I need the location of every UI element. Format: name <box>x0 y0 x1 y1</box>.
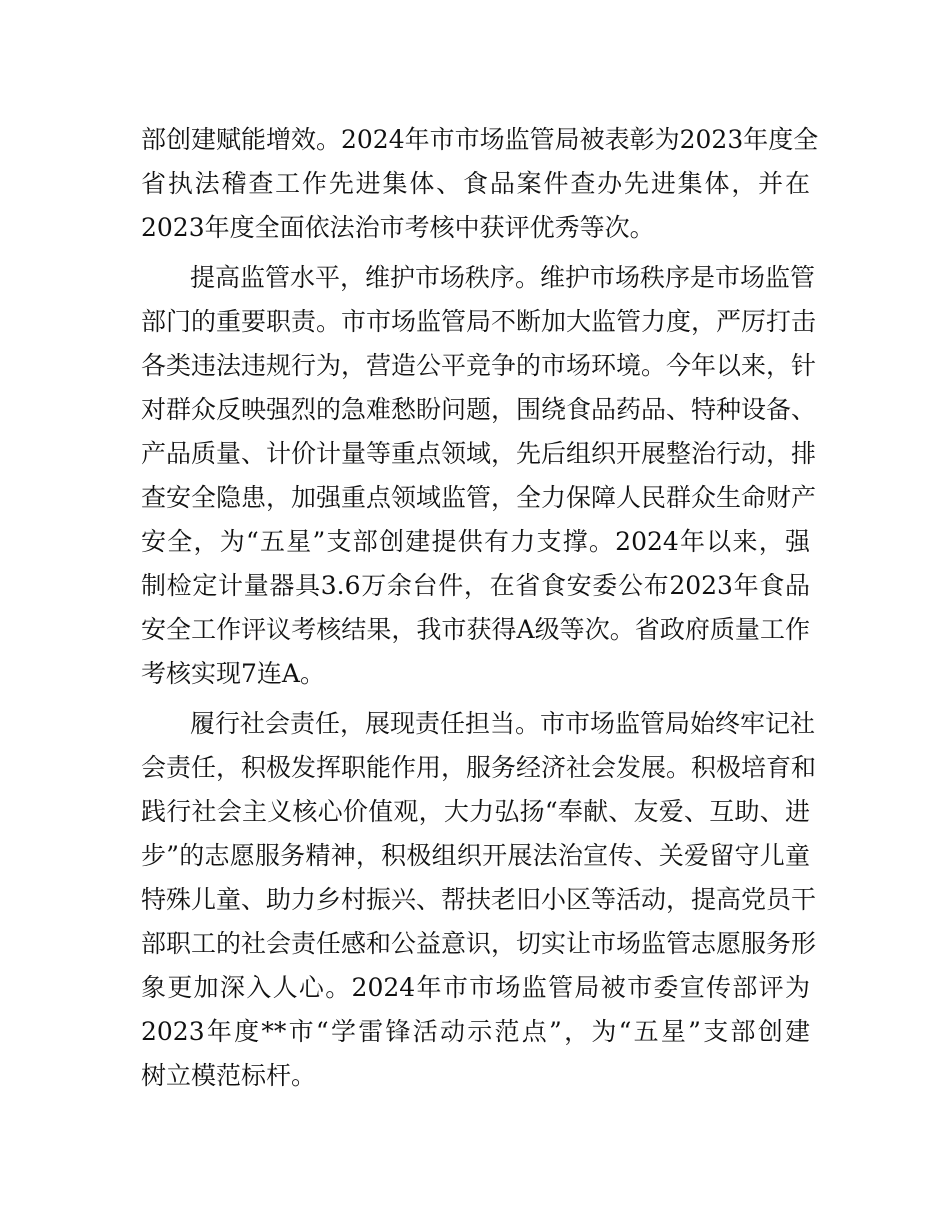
paragraph-line: 会责任，积极发挥职能作用，服务经济社会发展。积极培育和 <box>141 753 817 782</box>
paragraph-line: 考核实现7连A。 <box>141 659 325 688</box>
paragraph-line: 省执法稽查工作先进集体、食品案件查办先进集体，并在 <box>141 169 810 198</box>
paragraph-line: 对群众反映强烈的急难愁盼问题，围绕食品药品、特种设备、 <box>141 395 817 424</box>
paragraph-line: 践行社会主义核心价值观，大力弘扬“奉献、友爱、互助、进 <box>141 797 810 826</box>
paragraph-line: 特殊儿童、助力乡村振兴、帮扶老旧小区等活动，提高党员干 <box>141 885 817 914</box>
paragraph-line: 查安全隐患，加强重点领域监管，全力保障人民群众生命财产 <box>141 483 817 512</box>
paragraph-line: 象更加深入人心。2024年市市场监管局被市委宣传部评为 <box>141 973 810 1002</box>
paragraph-line: 产品质量、计价计量等重点领域，先后组织开展整治行动，排 <box>141 439 817 468</box>
paragraph-line: 各类违法违规行为，营造公平竞争的市场环境。今年以来，针 <box>141 351 817 380</box>
paragraph-line: 制检定计量器具3.6万余台件，在省食安委公布2023年食品 <box>141 571 810 600</box>
paragraph-line: 步”的志愿服务精神，积极组织开展法治宣传、关爱留守儿童 <box>141 841 810 870</box>
paragraph-line: 2023年度全面依法治市考核中获评优秀等次。 <box>141 213 655 242</box>
paragraph-line: 部门的重要职责。市市场监管局不断加大监管力度，严厉打击 <box>141 307 817 336</box>
paragraph-line: 部创建赋能增效。2024年市市场监管局被表彰为2023年度全 <box>141 125 819 154</box>
paragraph-line: 2023年度**市“学雷锋活动示范点”，为“五星”支部创建 <box>141 1017 810 1046</box>
paragraph-line: 安全工作评议考核结果，我市获得A级等次。省政府质量工作 <box>141 615 810 644</box>
paragraph-line: 安全，为“五星”支部创建提供有力支撑。2024年以来，强 <box>141 527 810 556</box>
paragraph-line: 树立模范标杆。 <box>141 1061 317 1090</box>
paragraph-first-line: 履行社会责任，展现责任担当。市市场监管局始终牢记社 <box>190 709 816 738</box>
paragraph-first-line: 提高监管水平，维护市场秩序。维护市场秩序是市场监管 <box>190 263 816 292</box>
paragraph-line: 部职工的社会责任感和公益意识，切实让市场监管志愿服务形 <box>141 929 817 958</box>
